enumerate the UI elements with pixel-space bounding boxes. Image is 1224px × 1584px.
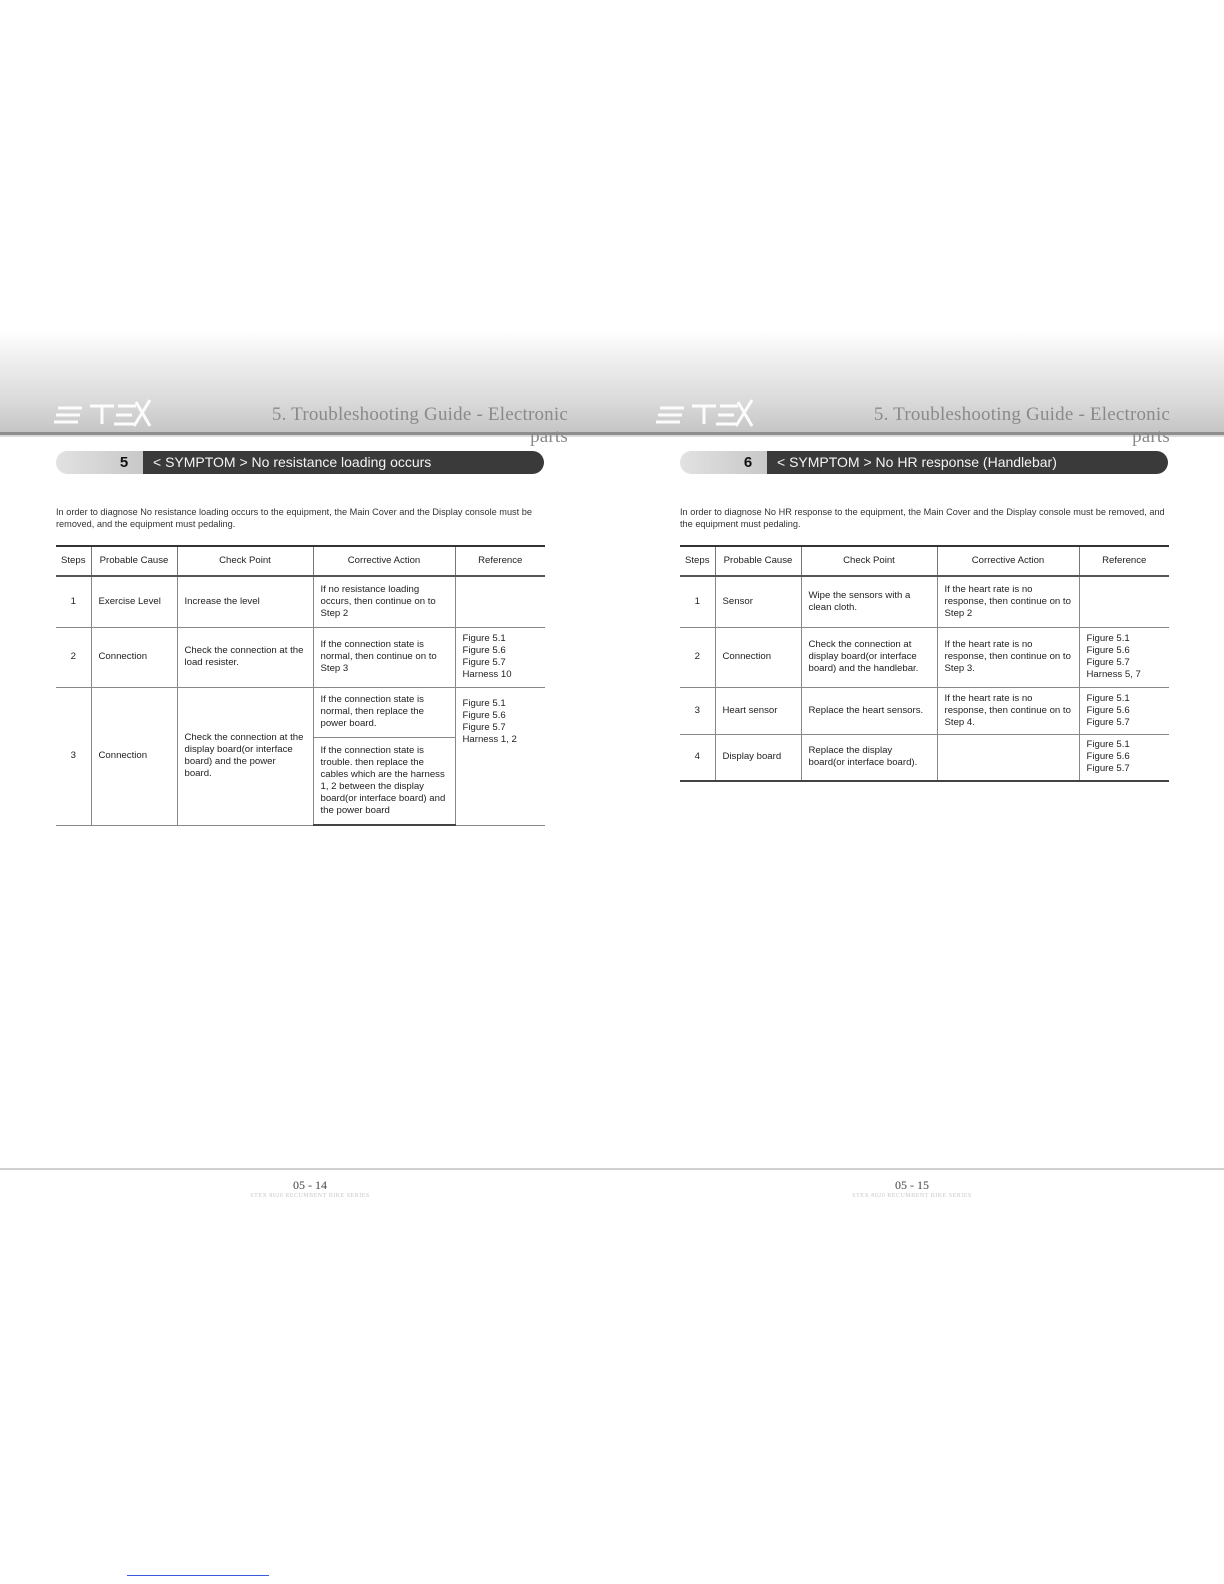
cause-cell: Connection — [91, 687, 177, 825]
cause-cell: Display board — [715, 734, 801, 781]
column-header: Reference — [1079, 546, 1169, 576]
step-cell: 3 — [680, 687, 715, 734]
symptom-number: 6 — [743, 454, 753, 471]
stex-logo-icon — [654, 396, 754, 430]
table-row — [56, 687, 545, 737]
table-row — [56, 627, 545, 687]
column-header: Probable Cause — [715, 546, 801, 576]
column-header: Steps — [680, 546, 715, 576]
table-header-row — [680, 546, 1169, 576]
intro-paragraph: In order to diagnose No resistance loading occurs to the equipment, the Main Cover and the Display console must be removed, and the equipment must pedaling. — [56, 507, 532, 529]
table-row — [680, 627, 1169, 687]
check-cell: Increase the level — [177, 576, 313, 627]
cause-cell: Heart sensor — [715, 687, 801, 734]
page-number: 05 - 15 — [895, 1178, 929, 1192]
symptom-number: 5 — [119, 454, 129, 471]
reference-cell: Figure 5.1 Figure 5.6 Figure 5.7 — [1079, 687, 1169, 734]
action-cell: If no resistance loading occurs, then continue on to Step 2 — [313, 576, 455, 627]
check-cell: Check the connection at the display board(or interface board) and the power board. — [177, 687, 313, 825]
column-header: Probable Cause — [91, 546, 177, 576]
table-row — [680, 687, 1169, 734]
column-header: Check Point — [177, 546, 313, 576]
symptom-title: < SYMPTOM > No resistance loading occurs — [143, 451, 544, 474]
check-cell: Replace the heart sensors. — [801, 687, 937, 734]
table-row — [56, 576, 545, 627]
step-cell: 1 — [56, 576, 91, 627]
step-cell: 2 — [680, 627, 715, 687]
step-cell: 2 — [56, 627, 91, 687]
footer-note: STEX 8020 RECUMBENT BIKE SERIES — [852, 1193, 972, 1199]
reference-cell: Figure 5.1 Figure 5.6 Figure 5.7 Harness 1, 2 — [455, 687, 545, 825]
reference-cell: Figure 5.1 Figure 5.6 Figure 5.7 Harness 5, 7 — [1079, 627, 1169, 687]
action-cell: If the connection state is trouble. then replace the cables which are the harness 1, 2 between the display board(or interface board) and the power board — [313, 737, 455, 825]
page-number: 05 - 14 — [293, 1178, 327, 1192]
cause-cell: Connection — [715, 627, 801, 687]
action-cell — [937, 734, 1079, 781]
check-cell: Check the connection at the load resister. — [177, 627, 313, 687]
symptom-bar — [56, 451, 544, 474]
section-title: 5. Troubleshooting Guide - Electronic parts — [271, 404, 568, 447]
table-header-row — [56, 546, 545, 576]
reference-cell — [455, 576, 545, 627]
action-cell: If the heart rate is no response, then continue on to Step 3. — [937, 627, 1079, 687]
table-row — [680, 734, 1169, 781]
footer-note: STEX 8020 RECUMBENT BIKE SERIES — [250, 1193, 370, 1199]
troubleshooting-table — [680, 545, 1169, 782]
link-underline — [127, 1575, 269, 1576]
step-cell: 3 — [56, 687, 91, 825]
reference-cell: Figure 5.1 Figure 5.6 Figure 5.7 — [1079, 734, 1169, 781]
cause-cell: Exercise Level — [91, 576, 177, 627]
column-header: Reference — [455, 546, 545, 576]
cause-cell: Sensor — [715, 576, 801, 627]
symptom-bar — [680, 451, 1168, 474]
action-cell: If the connection state is normal, then replace the power board. — [313, 687, 455, 737]
footer-divider — [0, 1168, 1224, 1170]
action-cell: If the heart rate is no response, then continue on to Step 2 — [937, 576, 1079, 627]
reference-cell: Figure 5.1 Figure 5.6 Figure 5.7 Harness 10 — [455, 627, 545, 687]
check-cell: Wipe the sensors with a clean cloth. — [801, 576, 937, 627]
column-header: Corrective Action — [937, 546, 1079, 576]
check-cell: Replace the display board(or interface board). — [801, 734, 937, 781]
column-header: Check Point — [801, 546, 937, 576]
table-row — [680, 576, 1169, 627]
column-header: Steps — [56, 546, 91, 576]
stex-logo-icon — [52, 396, 152, 430]
step-cell: 1 — [680, 576, 715, 627]
action-cell: If the connection state is normal, then continue on to Step 3 — [313, 627, 455, 687]
step-cell: 4 — [680, 734, 715, 781]
action-cell: If the heart rate is no response, then continue on to Step 4. — [937, 687, 1079, 734]
section-title: 5. Troubleshooting Guide - Electronic parts — [873, 404, 1170, 447]
check-cell: Check the connection at display board(or interface board) and the handlebar. — [801, 627, 937, 687]
symptom-title: < SYMPTOM > No HR response (Handlebar) — [767, 451, 1168, 474]
intro-paragraph: In order to diagnose No HR response to the equipment, the Main Cover and the Display console must be removed, and the equipment must pedaling. — [680, 507, 1165, 529]
cause-cell: Connection — [91, 627, 177, 687]
reference-cell — [1079, 576, 1169, 627]
column-header: Corrective Action — [313, 546, 455, 576]
troubleshooting-table — [56, 545, 545, 826]
